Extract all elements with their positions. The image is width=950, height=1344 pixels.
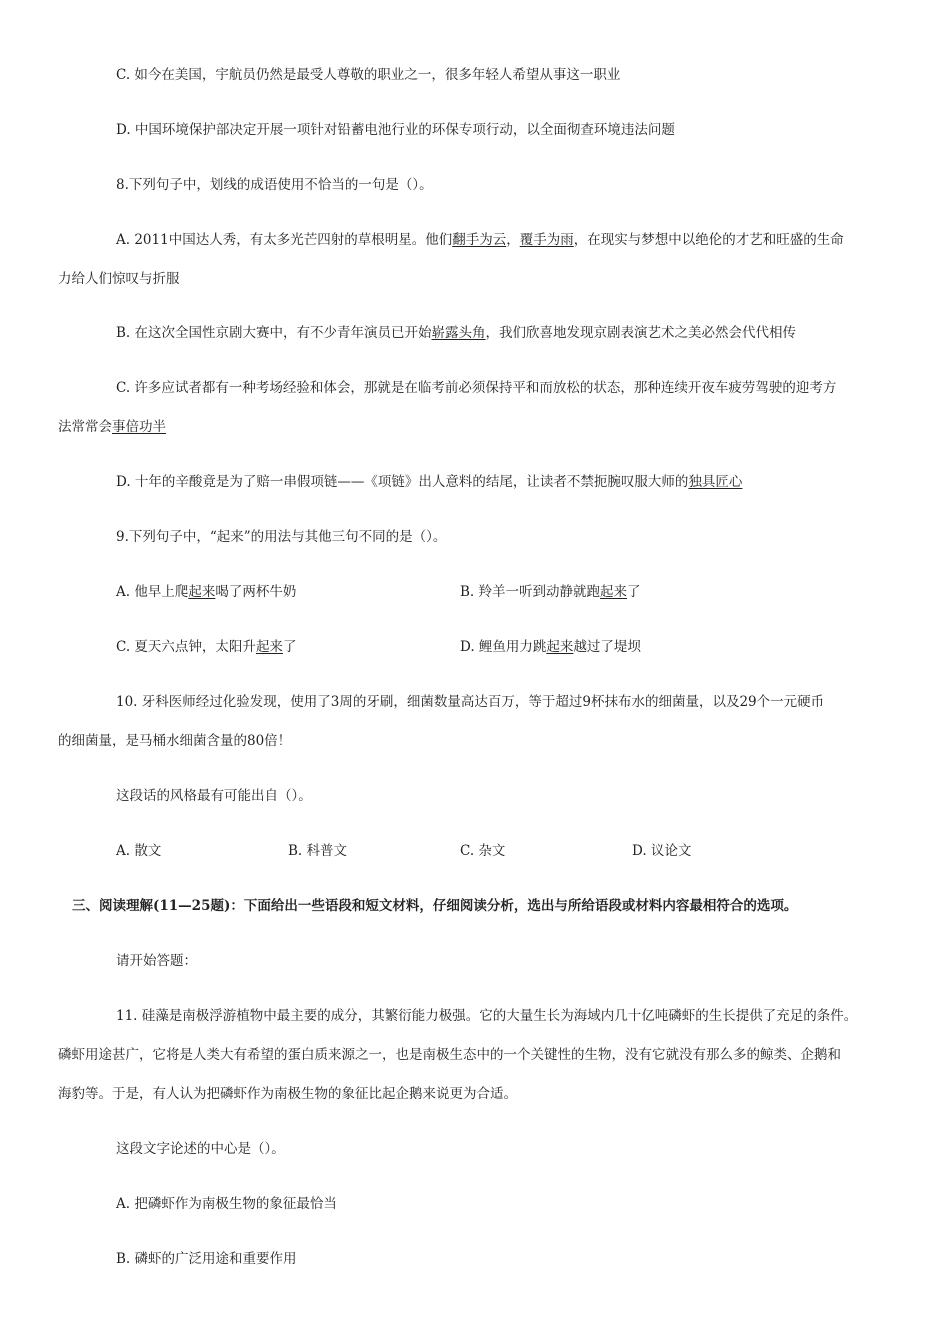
q8-stem: 8.下列句子中，划线的成语使用不恰当的一句是（）。	[116, 177, 433, 193]
q10-question: 这段话的风格最有可能出自（）。	[116, 788, 312, 804]
q11-passage-line-1: 11. 硅藻是南极浮游植物中最主要的成分，其繁衍能力极强。它的大量生长为海域内几十亿吨磷虾的生长提供了充足的条件。	[116, 1008, 858, 1024]
q9-stem: 9.下列句子中，“起来”的用法与其他三句不同的是（）。	[116, 529, 447, 545]
q8-a-comma: ，	[506, 232, 520, 248]
q11-option-b: B. 磷虾的广泛用途和重要作用	[116, 1251, 297, 1267]
q9-a-text: A. 他早上爬	[116, 584, 189, 600]
q11-question: 这段文字论述的中心是（）。	[116, 1141, 285, 1157]
q9-a-word: 起来	[188, 584, 216, 600]
q9-option-a	[116, 583, 296, 601]
q8-option-a-continued: 力给人们惊叹与折服	[58, 271, 180, 287]
q9-c-text-end: 了	[282, 639, 297, 655]
q10-option-b: B. 科普文	[288, 843, 348, 859]
q10-option-a: A. 散文	[116, 843, 162, 859]
q9-a-text-end: 喝了两杯牛奶	[215, 584, 297, 600]
q9-option-c	[116, 638, 296, 656]
section-3-heading: 三、阅读理解(11—25题)：下面给出一些语段和短文材料，仔细阅读分析，选出与所给语段或材料内容最相符合的选项。	[72, 898, 798, 914]
q8-c-idiom: 事倍功半	[112, 419, 166, 435]
q8-a-text-end: ，在现实与梦想中以绝伦的才艺和旺盛的生命	[573, 232, 844, 248]
q9-b-text-end: 了	[627, 584, 641, 600]
q11-passage-line-3: 海豹等。于是，有人认为把磷虾作为南极生物的象征比起企鹅来说更为合适。	[58, 1086, 517, 1102]
q10-passage-line-2: 的细菌量，是马桶水细菌含量的80倍！	[58, 733, 292, 749]
q8-option-b	[116, 324, 796, 342]
q8-b-text-end: ，我们欣喜地发现京剧表演艺术之美必然会代代相传	[485, 325, 797, 341]
q8-d-idiom: 独具匠心	[688, 474, 743, 490]
q9-d-text: D. 鲤鱼用力跳	[460, 639, 547, 655]
q7-option-d: D. 中国环境保护部决定开展一项针对铅蓄电池行业的环保专项行动，以全面彻查环境违法问题	[116, 122, 675, 138]
q10-option-c: C. 杂文	[460, 843, 506, 859]
q9-d-text-end: 越过了堤坝	[573, 639, 641, 655]
q8-option-c: C. 许多应试者都有一种考场经验和体会，那就是在临考前必须保持平和而放松的状态，那种连续开夜车疲劳驾驶的迎考方	[116, 380, 837, 396]
q10-passage-line-1: 10. 牙科医师经过化验发现，使用了3周的牙刷，细菌数量高达百万，等于超过9杯抹布水的细菌量，以及29个一元硬币	[116, 694, 825, 710]
q8-option-c-continued	[58, 418, 166, 436]
q9-c-text: C. 夏天六点钟，太阳升	[116, 639, 256, 655]
q8-a-text: A. 2011中国达人秀，有太多光芒四射的草根明星。他们	[116, 232, 453, 248]
q9-c-word: 起来	[255, 639, 283, 655]
section-3-start: 请开始答题：	[116, 953, 197, 969]
q9-option-d	[460, 638, 641, 656]
q10-option-d: D. 议论文	[632, 843, 692, 859]
q8-d-text: D. 十年的辛酸竟是为了赔一串假项链——《项链》出人意料的结尾，让读者不禁扼腕叹服大师的	[116, 474, 689, 490]
q9-option-b	[460, 583, 641, 601]
q8-a-idiom-2: 覆手为雨	[519, 232, 574, 248]
q8-option-d	[116, 473, 742, 491]
q8-c-text: 法常常会	[58, 419, 112, 435]
q8-b-idiom: 崭露头角	[431, 325, 486, 341]
q9-d-word: 起来	[546, 639, 574, 655]
q9-b-word: 起来	[600, 584, 628, 600]
q7-option-c: C. 如今在美国，宇航员仍然是最受人尊敬的职业之一，很多年轻人希望从事这一职业	[116, 67, 621, 83]
q8-option-a	[116, 231, 844, 249]
q8-a-idiom-1: 翻手为云	[452, 232, 507, 248]
q9-b-text: B. 羚羊一听到动静就跑	[460, 584, 601, 600]
q8-b-text: B. 在这次全国性京剧大赛中，有不少青年演员已开始	[116, 325, 432, 341]
q11-passage-line-2: 磷虾用途甚广，它将是人类大有希望的蛋白质来源之一，也是南极生态中的一个关键性的生物，没有它就没有那么多的鲸类、企鹅和	[58, 1047, 841, 1063]
q11-option-a: A. 把磷虾作为南极生物的象征最恰当	[116, 1196, 337, 1212]
